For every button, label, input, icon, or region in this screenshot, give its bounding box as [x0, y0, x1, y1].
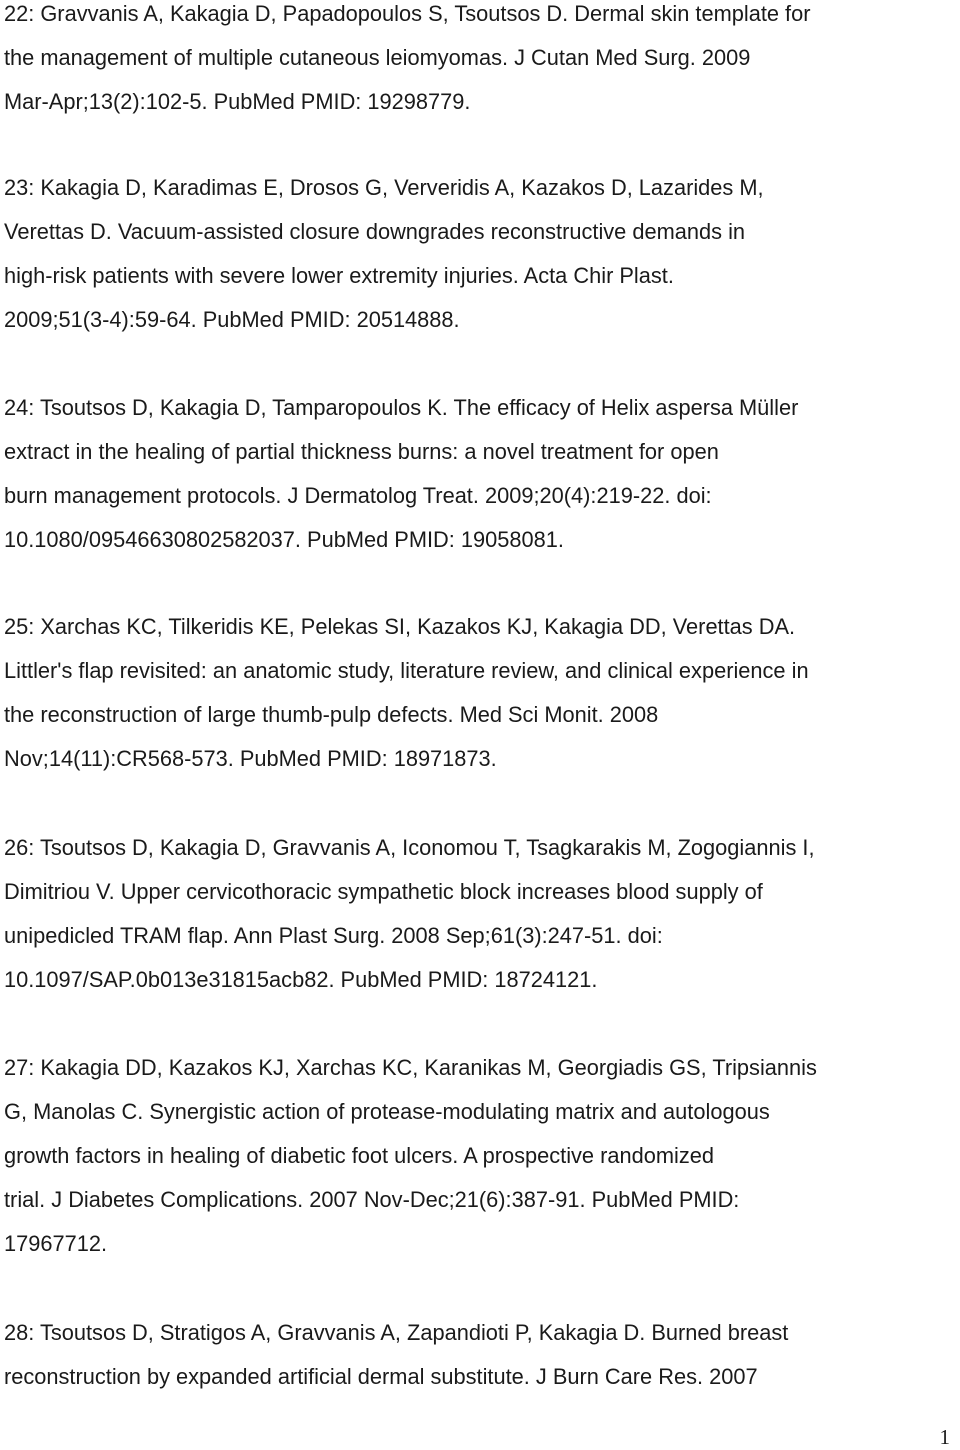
- reference-line: 27: Kakagia DD, Kazakos KJ, Xarchas KC, Karanikas M, Georgiadis GS, Tripsiannis: [4, 1055, 817, 1080]
- reference-line: 28: Tsoutsos D, Stratigos A, Gravvanis A, Zapandioti P, Kakagia D. Burned breast: [4, 1320, 789, 1345]
- reference-line: 10.1097/SAP.0b013e31815acb82. PubMed PMID: 18724121.: [4, 967, 598, 992]
- reference-27: [4, 1046, 817, 1266]
- reference-line: burn management protocols. J Dermatolog Treat. 2009;20(4):219-22. doi:: [4, 483, 712, 508]
- reference-line: Verettas D. Vacuum-assisted closure downgrades reconstructive demands in: [4, 219, 746, 244]
- reference-line: Littler's flap revisited: an anatomic study, literature review, and clinical experience in: [4, 658, 809, 683]
- reference-line: 24: Tsoutsos D, Kakagia D, Tamparopoulos K. The efficacy of Helix aspersa Müller: [4, 395, 799, 420]
- reference-26: [4, 826, 815, 1002]
- reference-line: Nov;14(11):CR568-573. PubMed PMID: 18971873.: [4, 746, 497, 771]
- reference-line: trial. J Diabetes Complications. 2007 Nov-Dec;21(6):387-91. PubMed PMID:: [4, 1187, 740, 1212]
- reference-line: 2009;51(3-4):59-64. PubMed PMID: 20514888.: [4, 307, 460, 332]
- reference-line: growth factors in healing of diabetic foot ulcers. A prospective randomized: [4, 1143, 715, 1168]
- reference-25: [4, 605, 809, 781]
- reference-line: high-risk patients with severe lower extremity injuries. Acta Chir Plast.: [4, 263, 674, 288]
- page-number: 1: [939, 1425, 950, 1449]
- reference-line: the reconstruction of large thumb-pulp defects. Med Sci Monit. 2008: [4, 702, 659, 727]
- reference-line: 22: Gravvanis A, Kakagia D, Papadopoulos S, Tsoutsos D. Dermal skin template for: [4, 1, 811, 26]
- reference-line: reconstruction by expanded artificial dermal substitute. J Burn Care Res. 2007: [4, 1364, 758, 1389]
- reference-line: 23: Kakagia D, Karadimas E, Drosos G, Ververidis A, Kazakos D, Lazarides M,: [4, 175, 764, 200]
- reference-line: 26: Tsoutsos D, Kakagia D, Gravvanis A, Iconomou T, Tsagkarakis M, Zogogiannis I,: [4, 835, 815, 860]
- reference-line: the management of multiple cutaneous leiomyomas. J Cutan Med Surg. 2009: [4, 45, 751, 70]
- reference-28: [4, 1311, 788, 1399]
- reference-24: [4, 386, 798, 562]
- reference-23: [4, 166, 764, 342]
- reference-line: Mar-Apr;13(2):102-5. PubMed PMID: 19298779.: [4, 89, 471, 114]
- reference-22: [4, 0, 810, 124]
- reference-line: 17967712.: [4, 1231, 108, 1256]
- reference-line: Dimitriou V. Upper cervicothoracic sympathetic block increases blood supply of: [4, 879, 763, 904]
- reference-line: extract in the healing of partial thickness burns: a novel treatment for open: [4, 439, 719, 464]
- reference-line: G, Manolas C. Synergistic action of protease-modulating matrix and autologous: [4, 1099, 770, 1124]
- reference-line: 25: Xarchas KC, Tilkeridis KE, Pelekas SI, Kazakos KJ, Kakagia DD, Verettas DA.: [4, 614, 796, 639]
- reference-line: 10.1080/09546630802582037. PubMed PMID: 19058081.: [4, 527, 564, 552]
- reference-line: unipedicled TRAM flap. Ann Plast Surg. 2008 Sep;61(3):247-51. doi:: [4, 923, 663, 948]
